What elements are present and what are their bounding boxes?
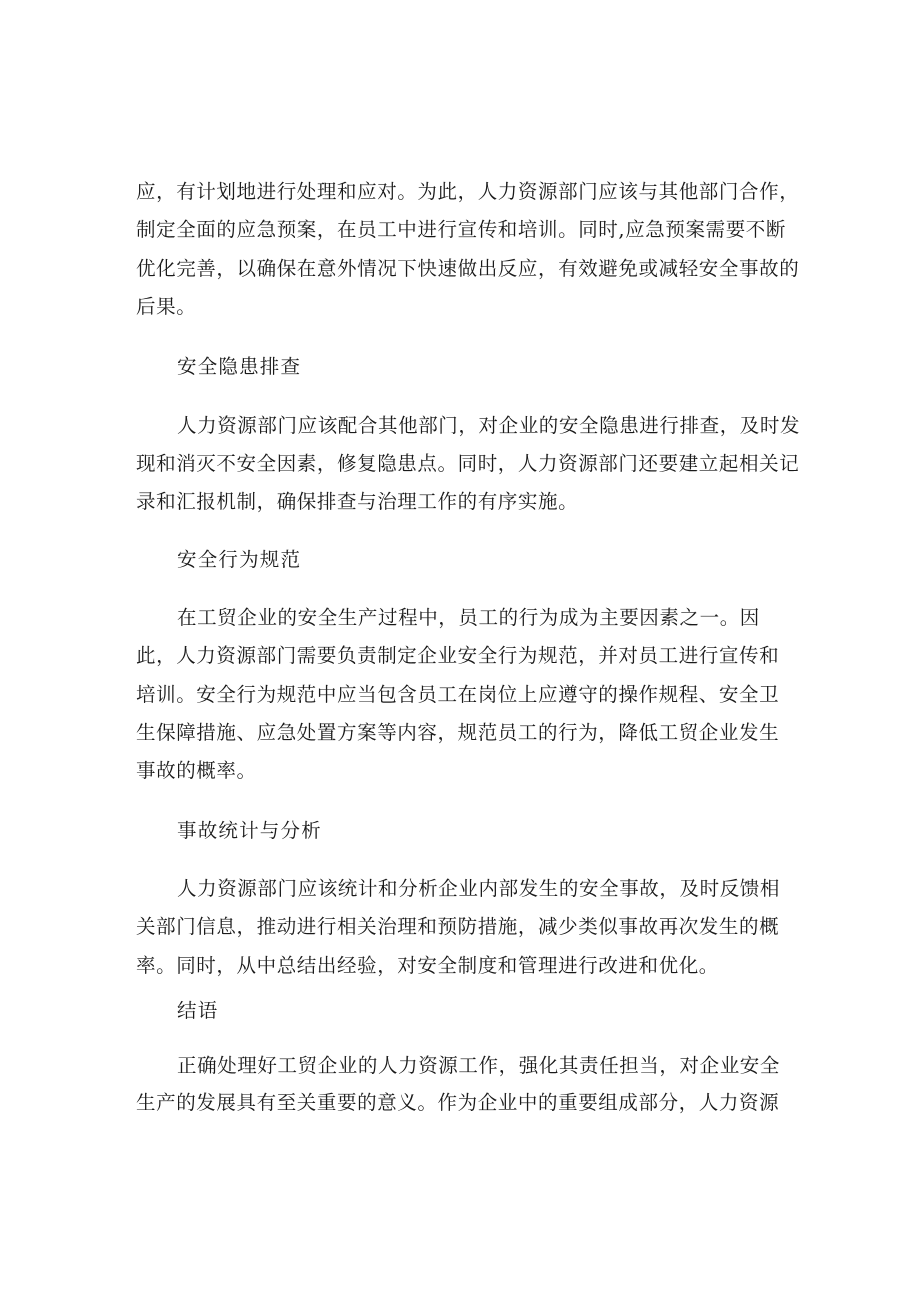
paragraph-line: 在工贸企业的安全生产过程中，员工的行为成为主要因素之一。因 — [177, 606, 760, 629]
paragraph-line: 关部门信息，推动进行相关治理和预防措施，减少类似事故再次发生的概 — [136, 915, 780, 938]
paragraph-line: 人力资源部门应该统计和分析企业内部发生的安全事故，及时反馈相 — [177, 877, 781, 900]
paragraph-line: 此，人力资源部门需要负责制定企业安全行为规范，并对员工进行宣传和 — [136, 644, 780, 667]
paragraph-line: 率。同时，从中总结出经验，对安全制度和管理进行改进和优化。 — [136, 954, 719, 977]
paragraph-line: 正确处理好工贸企业的人力资源工作，强化其责任担当，对企业安全 — [177, 1054, 781, 1077]
paragraph-line: 生保障措施、应急处置方案等内容，规范员工的行为，降低工贸企业发生 — [136, 721, 780, 744]
section-heading: 事故统计与分析 — [177, 819, 322, 842]
section-heading: 安全行为规范 — [177, 548, 302, 571]
paragraph-line: 后果。 — [136, 295, 197, 318]
paragraph-line: 现和消灭不安全因素，修复隐患点。同时，人力资源部门还要建立起相关记 — [136, 452, 800, 475]
paragraph-line: 应，有计划地进行处理和应对。为此，人力资源部门应该与其他部门合作， — [136, 180, 800, 203]
paragraph-line: 人力资源部门应该配合其他部门，对企业的安全隐患进行排查，及时发 — [177, 414, 801, 437]
paragraph-line: 录和汇报机制，确保排查与治理工作的有序实施。 — [136, 490, 579, 513]
paragraph-line: 优化完善，以确保在意外情况下快速做出反应，有效避免或减轻安全事故的 — [136, 257, 800, 280]
paragraph-line: 制定全面的应急预案，在员工中进行宣传和培训。同时,应急预案需要不断 — [136, 218, 786, 241]
section-heading: 结语 — [177, 999, 219, 1022]
paragraph-line: 培训。安全行为规范中应当包含员工在岗位上应遵守的操作规程、安全卫 — [136, 683, 780, 706]
paragraph-line: 事故的概率。 — [136, 759, 257, 782]
section-heading: 安全隐患排查 — [177, 355, 302, 378]
paragraph-line: 生产的发展具有至关重要的意义。作为企业中的重要组成部分，人力资源 — [136, 1091, 780, 1114]
